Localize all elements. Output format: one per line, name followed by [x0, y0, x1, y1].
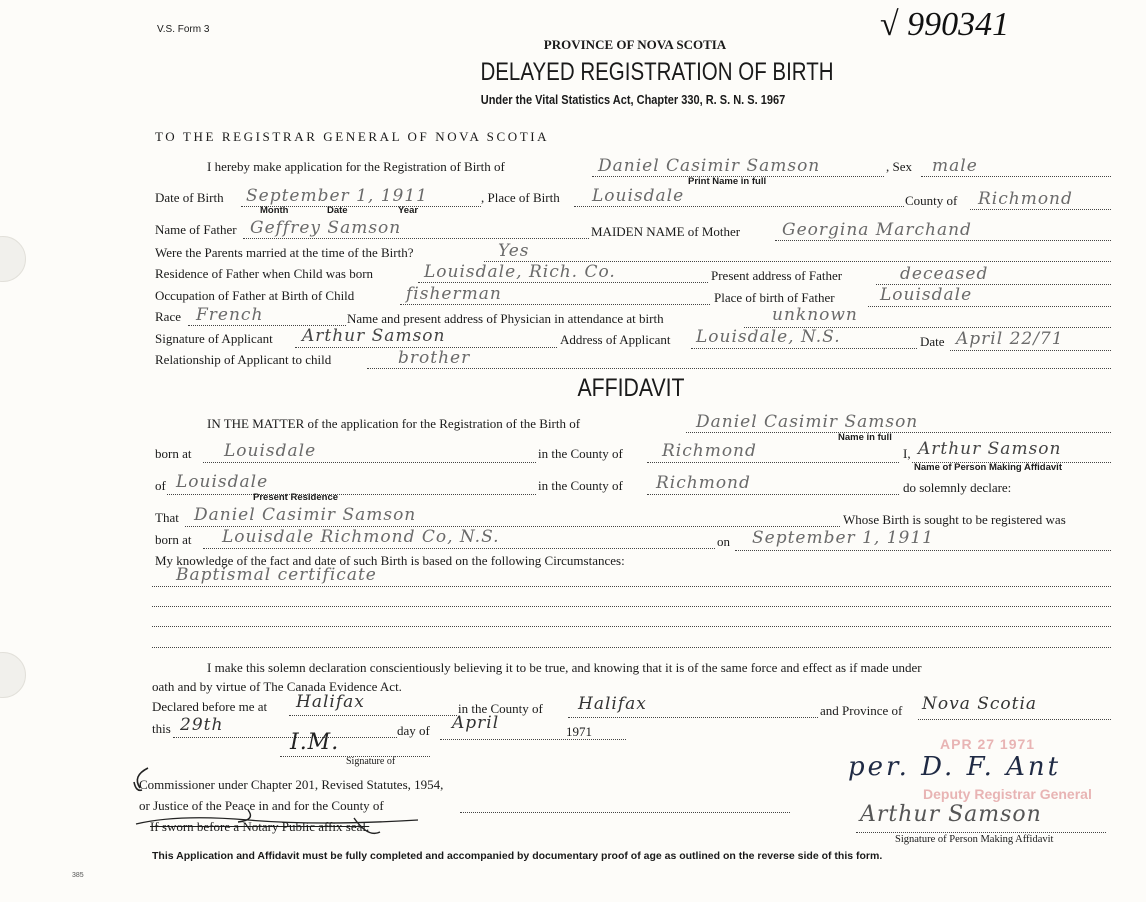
- this-label: this: [152, 721, 171, 736]
- married-label: Were the Parents married at the time of the Birth?: [155, 245, 414, 260]
- affidavit-child-name: Daniel Casimir Samson: [696, 412, 919, 432]
- applicant-signature-label: Signature of Applicant: [155, 331, 273, 346]
- born-at-label: born at: [155, 446, 192, 461]
- circumstance-value: Baptismal certificate: [176, 565, 377, 585]
- affidavit-title: AFFIDAVIT: [577, 374, 685, 402]
- applicant-date-value: April 22/71: [956, 329, 1064, 349]
- declare-label: do solemnly declare:: [903, 480, 1012, 495]
- birthplace-father-label: Place of birth of Father: [714, 290, 835, 305]
- married-value: Yes: [498, 241, 530, 261]
- page-subtitle: Under the Vital Statistics Act, Chapter 330, R. S. N. S. 1967: [480, 93, 786, 107]
- declared-at-value: Halifax: [296, 692, 365, 712]
- birthplace-father-value: Louisdale: [880, 285, 973, 305]
- applicant-signature-value: Arthur Samson: [302, 326, 446, 346]
- dob-label: Date of Birth: [155, 190, 224, 205]
- pob-value: Louisdale: [592, 186, 685, 206]
- form-number: V.S. Form 3: [157, 24, 210, 35]
- print-code: 385: [72, 872, 84, 879]
- born-at-value: Louisdale: [224, 441, 317, 461]
- affiant-name-value: Arthur Samson: [918, 439, 1062, 459]
- declaration-line-1: I make this solemn declaration conscientiously believing it to be true, and knowing that it is of the same force and effect as if made under: [207, 660, 922, 675]
- county2-label: in the County of: [538, 478, 623, 493]
- day-of-label: day of: [397, 723, 430, 738]
- commissioner-signature: I.M.: [290, 730, 340, 755]
- affiant-signature-label: Signature of Person Making Affidavit: [895, 834, 1054, 845]
- page-title: DELAYED REGISTRATION OF BIRTH: [480, 58, 834, 86]
- pen-marks-icon: [118, 760, 458, 840]
- intro-label: I hereby make application for the Registration of Birth of: [207, 159, 505, 174]
- declared-label: Declared before me at: [152, 699, 268, 714]
- of-label: of: [155, 478, 166, 493]
- county3-label: in the County of: [458, 701, 543, 716]
- physician-value: unknown: [772, 305, 858, 325]
- applicant-address-value: Louisdale, N.S.: [696, 327, 841, 347]
- born-at2-value: Louisdale Richmond Co, N.S.: [222, 527, 500, 547]
- name-in-full-hint: Name in full: [838, 432, 892, 443]
- affiant-name-hint: Name of Person Making Affidavit: [914, 462, 1062, 473]
- present-father-label: Present address of Father: [711, 268, 843, 283]
- county2-value: Richmond: [656, 473, 751, 493]
- born-at2-label: born at: [155, 532, 192, 547]
- race-label: Race: [155, 309, 181, 324]
- punch-hole: [0, 652, 26, 698]
- knowledge-label: My knowledge of the fact and date of such Birth is based on the following Circumstances:: [155, 553, 625, 568]
- residence-value: Louisdale: [176, 472, 269, 492]
- dob-value: September 1, 1911: [246, 186, 428, 206]
- mother-value: Georgina Marchand: [782, 220, 972, 240]
- county1-label: in the County of: [538, 446, 623, 461]
- commissioner-line: Commissioner under Chapter 201, Revised Statutes, 1954,: [139, 777, 444, 792]
- file-number: √ 990341: [880, 6, 1010, 43]
- res-father-value: Louisdale, Rich. Co.: [424, 262, 616, 282]
- res-father-label: Residence of Father when Child was born: [155, 266, 374, 281]
- on-date-value: September 1, 1911: [752, 528, 934, 548]
- on-label: on: [717, 534, 730, 549]
- date-hint: Date: [327, 205, 348, 216]
- footer-note: This Application and Affidavit must be fully completed and accompanied by documentary proof of age as outlined on the reverse side of this form.: [152, 850, 883, 862]
- residence-hint: Present Residence: [253, 492, 339, 503]
- addressee: TO THE REGISTRAR GENERAL OF NOVA SCOTIA: [155, 129, 550, 144]
- pob-label: , Place of Birth: [481, 190, 560, 205]
- county3-value: Halifax: [578, 694, 647, 714]
- occ-father-value: fisherman: [406, 284, 502, 304]
- that-name-value: Daniel Casimir Samson: [194, 505, 417, 525]
- child-name-value: Daniel Casimir Samson: [598, 156, 821, 176]
- whose-birth-label: Whose Birth is sought to be registered was: [843, 512, 1066, 527]
- year-hint: Year: [398, 205, 419, 216]
- month-hint: Month: [260, 205, 289, 216]
- justice-line: or Justice of the Peace in and for the County of: [139, 798, 384, 813]
- occ-father-label: Occupation of Father at Birth of Child: [155, 288, 355, 303]
- print-name-hint: Print Name in full: [688, 176, 767, 187]
- physician-label: Name and present address of Physician in attendance at birth: [347, 311, 664, 326]
- this-day-value: 29th: [180, 715, 224, 735]
- applicant-date-label: Date: [920, 334, 945, 349]
- received-stamp-date: APR 27 1971: [940, 736, 1036, 752]
- registrar-signature: per. D. F. Ant: [848, 752, 1062, 782]
- signature-of-label: Signature of: [346, 756, 396, 767]
- county-label: County of: [905, 193, 958, 208]
- county1-value: Richmond: [662, 441, 757, 461]
- father-value: Geffrey Samson: [250, 218, 402, 238]
- punch-hole: [0, 236, 26, 282]
- relationship-label: Relationship of Applicant to child: [155, 352, 332, 367]
- present-father-value: deceased: [900, 264, 989, 284]
- mother-label: MAIDEN NAME of Mother: [591, 224, 741, 239]
- that-label: That: [155, 510, 179, 525]
- month-value: April: [452, 713, 500, 733]
- deputy-registrar-stamp: Deputy Registrar General: [923, 786, 1092, 802]
- declaration-line-2: oath and by virtue of The Canada Evidence Act.: [152, 679, 402, 694]
- i-label: I,: [903, 446, 911, 461]
- province-heading: PROVINCE OF NOVA SCOTIA: [543, 37, 727, 52]
- sex-label: , Sex: [886, 159, 912, 174]
- year-value: 1971: [566, 724, 592, 739]
- province-label: and Province of: [820, 703, 903, 718]
- notary-line: If sworn before a Notary Public affix seal.: [150, 819, 370, 834]
- sex-value: male: [932, 156, 978, 176]
- father-label: Name of Father: [155, 222, 237, 237]
- province-value: Nova Scotia: [922, 694, 1038, 714]
- relationship-value: brother: [398, 348, 471, 368]
- applicant-address-label: Address of Applicant: [560, 332, 671, 347]
- affiant-signature: Arthur Samson: [860, 802, 1042, 827]
- race-value: French: [196, 305, 264, 325]
- county-value: Richmond: [978, 189, 1073, 209]
- matter-label: IN THE MATTER of the application for the Registration of the Birth of: [207, 416, 581, 431]
